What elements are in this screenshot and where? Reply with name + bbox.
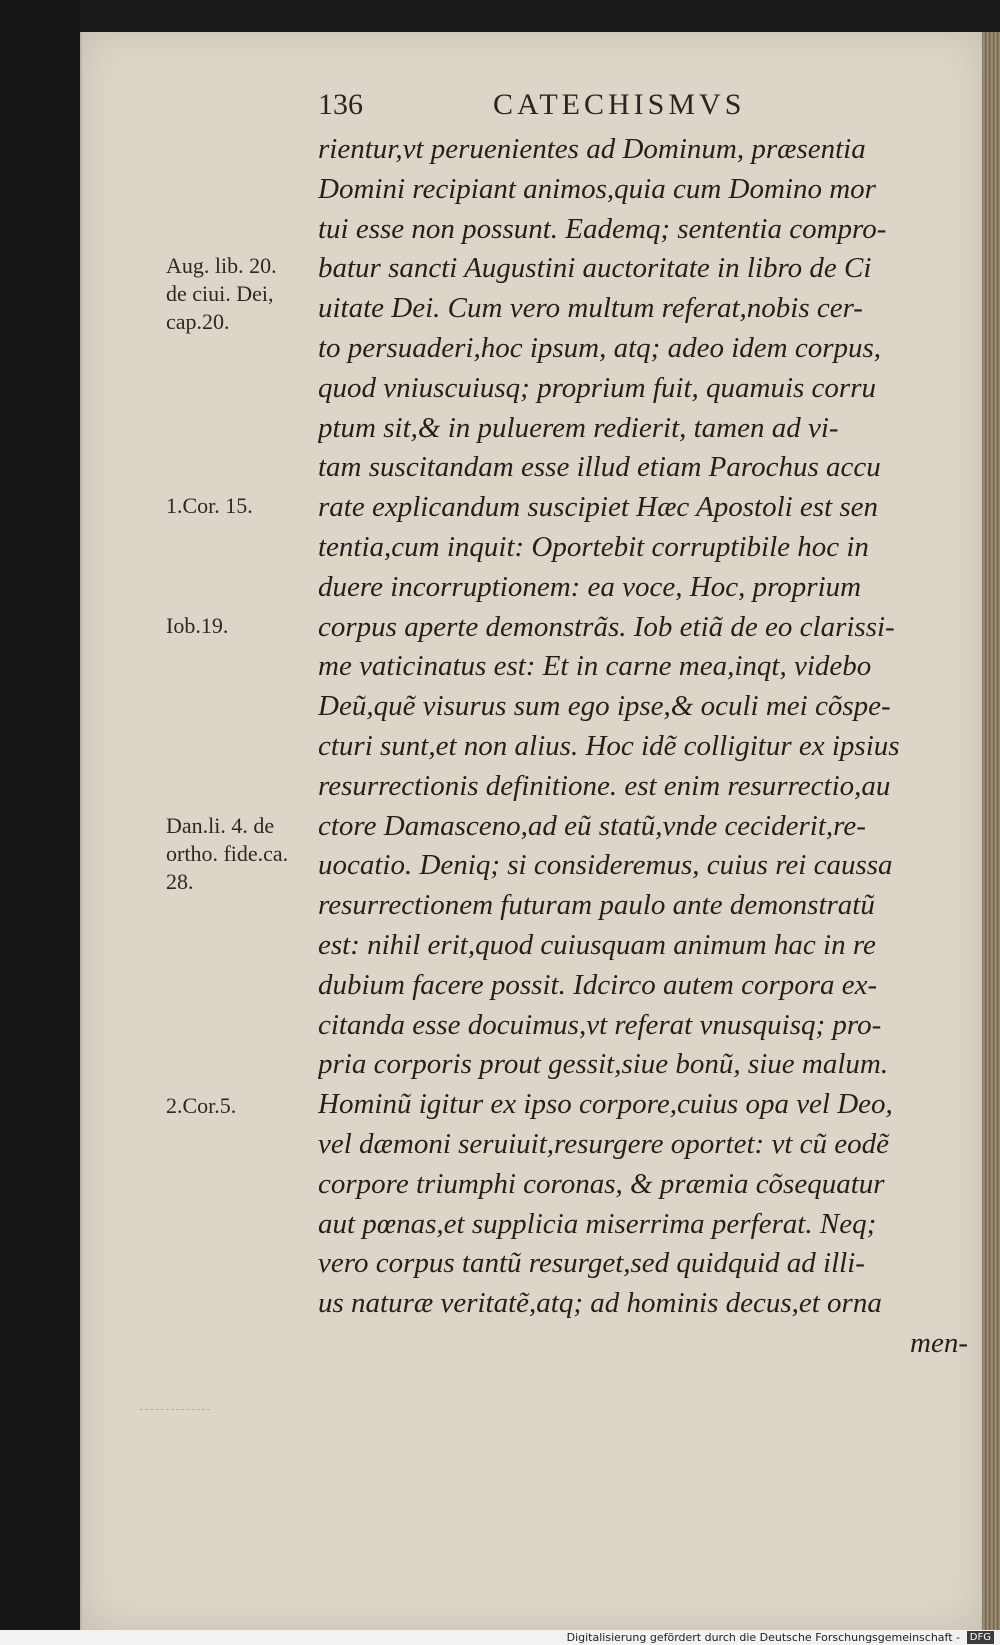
text-line: aut pœnas,et supplicia miserrima perferat. Neq; xyxy=(318,1207,877,1240)
margin-note-augustine: Aug. lib. 20. de ciui. Dei, cap.20. xyxy=(166,253,277,334)
text-line: duere incorruptionem: ea voce, Hoc, proprium xyxy=(318,570,862,603)
text-line: Domini recipiant animos,quia cum Domino mor xyxy=(318,172,876,205)
text-line: dubium facere possit. Idcirco autem corpora ex- xyxy=(318,968,878,1001)
page-header xyxy=(318,88,918,128)
text-line: rientur,vt peruenientes ad Dominum, præsentia xyxy=(318,133,866,165)
dfg-logo-badge: DFG xyxy=(967,1631,994,1644)
text-line: vero corpus tantũ resurget,sed quidquid ad illi- xyxy=(318,1247,865,1280)
footer-bar xyxy=(0,1630,1000,1645)
text-line: resurrectionis definitione. est enim resurrectio,au xyxy=(318,769,891,802)
text-line: ptum sit,& in puluerem redierit, tamen ad vi- xyxy=(318,411,839,444)
text-line: Deũ,quẽ visurus sum ego ipse,& oculi mei cõspe- xyxy=(318,690,891,723)
text-line: pria corporis prout gessit,siue bonũ, siue malum. xyxy=(318,1048,889,1081)
text-line: corpus aperte demonstrãs. Iob etiã de eo clarissi- xyxy=(318,610,895,643)
text-line: corpore triumphi coronas, & præmia cõsequatur xyxy=(318,1167,885,1200)
catchword: men- xyxy=(910,1326,968,1359)
text-line: cturi sunt,et non alius. Hoc idẽ colligitur ex ipsius xyxy=(318,729,900,762)
text-line: batur sancti Augustini auctoritate in libro de Ci xyxy=(318,252,872,285)
text-line: resurrectionem futuram paulo ante demonstratũ xyxy=(318,889,875,922)
margin-note-2-corinthians: 2.Cor.5. xyxy=(166,1093,237,1118)
running-title: CATECHISMVS xyxy=(493,88,746,121)
text-line: uocatio. Deniq; si consideremus, cuius rei caussa xyxy=(318,849,893,882)
text-line: quod vniuscuiusq; proprium fuit, quamuis corru xyxy=(318,371,876,404)
main-text-block xyxy=(318,130,968,1364)
text-line: citanda esse docuimus,vt referat vnusquisq; pro- xyxy=(318,1008,882,1041)
text-line: tui esse non possunt. Eademq; sententia compro- xyxy=(318,212,887,245)
text-line: ctore Damasceno,ad eũ statũ,vnde ceciderit,re- xyxy=(318,809,866,842)
text-line: me vaticinatus est: Et in carne mea,inqt, videbo xyxy=(318,650,872,683)
footer-credit: Digitalisierung gefördert durch die Deutsche Forschungsgemeinschaft - xyxy=(566,1631,960,1644)
text-line: uitate Dei. Cum vero multum referat,nobis cer- xyxy=(318,292,863,325)
text-line: rate explicandum suscipiet Hæc Apostoli est sen xyxy=(318,491,879,524)
page-smudge xyxy=(140,1395,210,1410)
margin-note-damascene: Dan.li. 4. de ortho. fide.ca. 28. xyxy=(166,813,289,894)
margin-note-1-corinthians: 1.Cor. 15. xyxy=(166,493,253,518)
text-line: to persuaderi,hoc ipsum, atq; adeo idem corpus, xyxy=(318,331,882,364)
text-line: vel dæmoni seruiuit,resurgere oportet: vt cũ eodẽ xyxy=(318,1127,890,1160)
page-number: 136 xyxy=(318,88,363,121)
page-edge-stack xyxy=(982,32,1000,1630)
scan-background-left xyxy=(0,0,80,1645)
text-line: Hominũ igitur ex ipso corpore,cuius opa vel Deo, xyxy=(318,1088,893,1121)
text-line: us naturæ veritatẽ,atq; ad hominis decus,et orna xyxy=(318,1287,882,1320)
text-line: tam suscitandam esse illud etiam Parochus accu xyxy=(318,451,881,484)
text-line: est: nihil erit,quod cuiusquam animum hac in re xyxy=(318,928,876,961)
text-line: tentia,cum inquit: Oportebit corruptibile hoc in xyxy=(318,530,869,563)
margin-note-job: Iob.19. xyxy=(166,613,229,638)
